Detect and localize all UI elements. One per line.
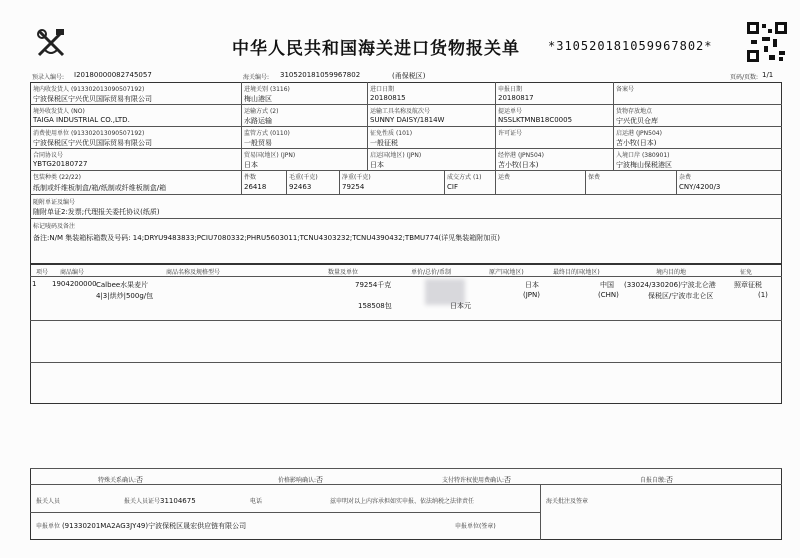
departure-port-label: 启运港 (JPN504) bbox=[616, 130, 662, 137]
goods-spec: 4|3|烘炒|500g/包 bbox=[96, 292, 154, 300]
goods-qty-weight: 79254千克 bbox=[355, 281, 392, 289]
marks-label: 标记唛码及备注 bbox=[33, 223, 76, 230]
stop-port-label: 经停港 (JPN504) bbox=[498, 152, 544, 159]
trade-country-value: 日本 bbox=[244, 161, 258, 169]
freight-label: 运费 bbox=[498, 174, 511, 181]
page-label: 页码/页数: bbox=[730, 74, 759, 81]
misc-fee-value: CNY/4200/3 bbox=[679, 183, 721, 191]
net-weight-label: 净重(千克) bbox=[342, 174, 371, 181]
col-header-origin: 原产国(地区) bbox=[489, 269, 524, 276]
preentry-label: 预录入编号: bbox=[32, 74, 65, 81]
goods-qty-count: 158508包 bbox=[358, 302, 392, 310]
page-number: 1/1 bbox=[762, 71, 774, 79]
overseas-name: TAIGA INDUSTRIAL CO.,LTD. bbox=[33, 116, 130, 124]
supervision-label: 监管方式 (0110) bbox=[244, 130, 290, 137]
customs-zone: (甬保税区) bbox=[392, 72, 426, 80]
qr-code bbox=[747, 22, 787, 62]
misc-fee-label: 杂费 bbox=[679, 174, 692, 181]
entry-port-value: 宁波梅山保税港区 bbox=[616, 161, 672, 169]
col-header-name: 商品名称及规格型号 bbox=[166, 269, 221, 276]
goods-origin: 日本 bbox=[525, 281, 539, 289]
goods-name: Calbee水果麦片 bbox=[96, 281, 149, 289]
contract-label: 合同协议号 bbox=[33, 152, 64, 159]
stop-port-value: 苫小牧(日本) bbox=[498, 161, 539, 169]
gross-weight-value: 92463 bbox=[289, 183, 312, 191]
consumer-name: 宁波保税区宁兴优贝国际贸易有限公司 bbox=[33, 139, 152, 147]
overseas-label: 境外收发货人 (NO) bbox=[33, 108, 85, 115]
goods-domestic-area: 保税区/宁波市北仑区 bbox=[648, 292, 714, 300]
declare-unit-label: 申报单位 (91330201MA2AG3JY49)宁波保税区晟宏供应链有限公司 bbox=[36, 522, 247, 530]
attached-docs-label: 随附单证及编号 bbox=[33, 199, 76, 206]
import-date-value: 20180815 bbox=[370, 94, 406, 102]
trade-country-label: 贸易国(地区) (JPN) bbox=[244, 152, 296, 159]
net-weight-value: 79254 bbox=[342, 183, 365, 191]
packing-value: 纸制或纤维板制盒/箱/纸制或纤维板制盒/箱 bbox=[33, 184, 167, 192]
col-header-no: 项号 bbox=[36, 269, 49, 276]
col-header-code: 商品编号 bbox=[60, 269, 85, 276]
col-header-domestic: 境内目的地 bbox=[656, 269, 687, 276]
origin-country-value: 日本 bbox=[370, 161, 384, 169]
deal-mode-value: CIF bbox=[447, 183, 458, 191]
consumer-label: 消费使用单位 (913302013090507192) bbox=[33, 130, 145, 137]
departure-port-value: 苫小牧(日本) bbox=[616, 139, 657, 147]
goods-dest: 中国 bbox=[600, 281, 614, 289]
bill-no-label: 提运单号 bbox=[498, 108, 523, 115]
levy-nature-label: 征免性质 (101) bbox=[370, 130, 413, 137]
legal-statement: 兹申明对以上内容承担如实申报、依法纳税之法律责任 bbox=[330, 498, 475, 505]
transport-tool-value: SUNNY DAISY/1814W bbox=[370, 116, 445, 124]
goods-dest-code: (CHN) bbox=[598, 291, 619, 299]
bill-no-value: NSSLKTMNB18C0005 bbox=[498, 116, 573, 124]
entry-customs-label: 进境关别 (3116) bbox=[244, 86, 290, 93]
barcode-number: *310520181059967802* bbox=[548, 39, 713, 53]
contract-value: YBTG20180727 bbox=[33, 160, 88, 168]
col-header-dest: 最终目的国(地区) bbox=[553, 269, 600, 276]
goods-no: 1 bbox=[32, 280, 37, 288]
transport-mode-label: 运输方式 (2) bbox=[244, 108, 279, 115]
declare-unit-seal: 申报单位(签章) bbox=[455, 523, 496, 530]
declarant-cert-label: 报关人员证号31104675 bbox=[124, 497, 196, 505]
col-header-price: 单价/总价/币制 bbox=[411, 269, 452, 276]
special-relation-label: 特殊关系确认:否 bbox=[98, 476, 144, 484]
declare-date-label: 申报日期 bbox=[498, 86, 523, 93]
pieces-label: 件数 bbox=[244, 174, 257, 181]
license-label: 许可证号 bbox=[498, 130, 523, 137]
customs-emblem bbox=[34, 26, 68, 60]
goods-levy: 照章征税 bbox=[734, 281, 762, 289]
entry-customs-value: 梅山港区 bbox=[244, 95, 272, 103]
declarant-label: 报关人员 bbox=[36, 498, 61, 505]
gross-weight-label: 毛重(千克) bbox=[289, 174, 318, 181]
goods-levy-code: (1) bbox=[758, 291, 768, 299]
customs-number: 310520181059967802 bbox=[280, 71, 361, 79]
insurance-label: 保费 bbox=[588, 174, 601, 181]
royalty-label: 支付特许权使用费确认:否 bbox=[442, 476, 512, 484]
preentry-number: I20180000082745057 bbox=[74, 71, 152, 79]
supervision-value: 一般贸易 bbox=[244, 139, 272, 147]
transport-mode-value: 水路运输 bbox=[244, 117, 272, 125]
form-title: 中华人民共和国海关进口货物报关单 bbox=[232, 39, 520, 59]
packing-label: 包装种类 (22/22) bbox=[33, 174, 81, 181]
price-impact-label: 价格影响确认:否 bbox=[278, 476, 324, 484]
phone-label: 电话 bbox=[250, 498, 263, 505]
customs-no-label: 海关编号: bbox=[243, 74, 270, 81]
marks-value: 备注:N/M 集装箱标箱数及号码: 14;DRYU9483833;PCIU7080332;PHRU5603011;TCNU4303232;TCNU4390432;TBMU774(详见集装箱附加页) bbox=[33, 234, 500, 242]
storage-label: 货物存放地点 bbox=[616, 108, 653, 115]
goods-code: 1904200000 bbox=[52, 280, 97, 288]
customs-remark-label: 海关批注及签章 bbox=[546, 498, 589, 505]
col-header-levy: 征免 bbox=[740, 269, 753, 276]
record-no-label: 备案号 bbox=[616, 86, 635, 93]
declare-date-value: 20180817 bbox=[498, 94, 534, 102]
consignee-label: 境内收发货人 (913302013090507192) bbox=[33, 86, 145, 93]
transport-tool-label: 运输工具名称及航次号 bbox=[370, 108, 431, 115]
deal-mode-label: 成交方式 (1) bbox=[447, 174, 482, 181]
origin-country-label: 启运国(地区) (JPN) bbox=[370, 152, 422, 159]
goods-currency: 日本元 bbox=[450, 302, 471, 310]
import-date-label: 进口日期 bbox=[370, 86, 395, 93]
storage-value: 宁兴优贝仓库 bbox=[616, 117, 658, 125]
pieces-value: 26418 bbox=[244, 183, 267, 191]
col-header-qty: 数量及单位 bbox=[328, 269, 359, 276]
consignee-name: 宁波保税区宁兴优贝国际贸易有限公司 bbox=[33, 95, 152, 103]
entry-port-label: 入境口岸 (380901) bbox=[616, 152, 670, 159]
goods-origin-code: (JPN) bbox=[523, 291, 540, 299]
goods-domestic: (33024/330206)宁波北仑港 bbox=[624, 281, 716, 289]
self-pay-label: 自报自缴:否 bbox=[640, 476, 674, 484]
levy-nature-value: 一般征税 bbox=[370, 139, 398, 147]
attached-docs-value: 随附单证2:发票;代理报关委托协议(纸质) bbox=[33, 208, 160, 216]
